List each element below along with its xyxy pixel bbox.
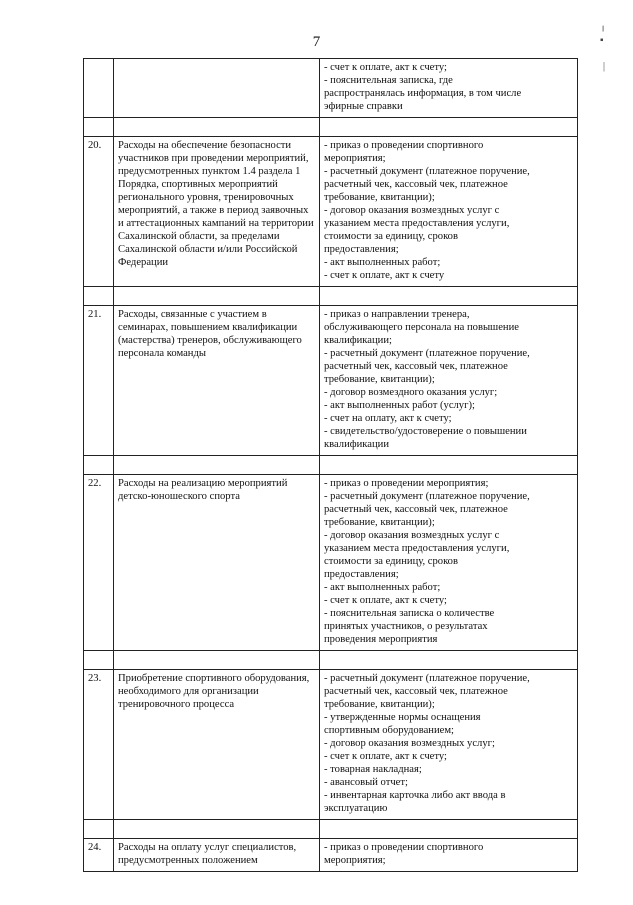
- document-line: указанием места предоставления услуги,: [324, 218, 510, 229]
- row-spacer: [84, 651, 578, 670]
- expense-description-cell: Приобретение спортивного оборудования, необходимого для организации тренировочного процесса: [114, 670, 320, 820]
- row-spacer: [84, 456, 578, 475]
- document-line: - свидетельство/удостоверение о повышении: [324, 426, 527, 437]
- document-line: расчетный чек, кассовый чек, платежное: [324, 179, 508, 190]
- document-line: - счет к оплате, акт к счету;: [324, 595, 447, 606]
- expenses-documents-table: [83, 58, 578, 872]
- document-line: - договор оказания возмездных услуг;: [324, 738, 495, 749]
- required-documents-cell: [320, 306, 578, 456]
- spacer-cell: [114, 456, 320, 475]
- spacer-cell: [320, 118, 578, 137]
- document-line: эксплуатацию: [324, 803, 388, 814]
- row-number-cell: 24.: [84, 839, 114, 872]
- document-line: - пояснительная записка, где: [324, 75, 453, 86]
- spacer-cell: [84, 456, 114, 475]
- scan-mark: |: [603, 61, 606, 72]
- document-line: - счет на оплату, акт к счету;: [324, 413, 452, 424]
- document-line: мероприятия;: [324, 153, 386, 164]
- document-line: распространялась информация, в том числе: [324, 88, 522, 99]
- required-documents-cell: [320, 475, 578, 651]
- document-line: - счет к оплате, акт к счету;: [324, 751, 447, 762]
- document-line: - акт выполненных работ;: [324, 257, 441, 268]
- document-line: принятых участников, о результатах: [324, 621, 488, 632]
- document-line: - утвержденные нормы оснащения: [324, 712, 481, 723]
- required-documents-cell: [320, 59, 578, 118]
- required-documents-cell: [320, 670, 578, 820]
- table-row: [84, 670, 578, 820]
- spacer-cell: [114, 820, 320, 839]
- row-spacer: [84, 118, 578, 137]
- document-line: - расчетный документ (платежное поручение,: [324, 491, 530, 502]
- document-line: расчетный чек, кассовый чек, платежное: [324, 686, 508, 697]
- spacer-cell: [114, 651, 320, 670]
- table-row: [84, 59, 578, 118]
- document-line: указанием места предоставления услуги,: [324, 543, 510, 554]
- document-line: - расчетный документ (платежное поручение,: [324, 673, 530, 684]
- table-row: [84, 306, 578, 456]
- spacer-cell: [320, 287, 578, 306]
- spacer-cell: [320, 820, 578, 839]
- document-line: эфирные справки: [324, 101, 403, 112]
- document-line: - приказ о проведении спортивного: [324, 140, 484, 151]
- document-line: квалификации;: [324, 335, 392, 346]
- document-line: расчетный чек, кассовый чек, платежное: [324, 361, 508, 372]
- document-line: - инвентарная карточка либо акт ввода в: [324, 790, 506, 801]
- document-line: - приказ о проведении мероприятия;: [324, 478, 489, 489]
- table-row: [84, 839, 578, 872]
- spacer-cell: [84, 287, 114, 306]
- document-line: стоимости за единицу, сроков: [324, 556, 458, 567]
- document-line: расчетный чек, кассовый чек, платежное: [324, 504, 508, 515]
- spacer-cell: [320, 651, 578, 670]
- expense-description-cell: Расходы, связанные с участием в семинарах, повышением квалификации (мастерства) тренеров, обслуживающего персонала команды: [114, 306, 320, 456]
- expense-description-cell: Расходы на оплату услуг специалистов, предусмотренных положением: [114, 839, 320, 872]
- document-line: обслуживающего персонала на повышение: [324, 322, 519, 333]
- document-line: - авансовый отчет;: [324, 777, 408, 788]
- table-body: [84, 59, 578, 872]
- document-line: - приказ о проведении спортивного: [324, 842, 484, 853]
- document-line: - договор оказания возмездных услуг с: [324, 205, 500, 216]
- page-number: 7: [312, 34, 321, 50]
- document-line: - расчетный документ (платежное поручение,: [324, 166, 530, 177]
- table-row: [84, 475, 578, 651]
- document-line: стоимости за единицу, сроков: [324, 231, 458, 242]
- table-row: [84, 137, 578, 287]
- document-line: спортивным оборудованием;: [324, 725, 454, 736]
- document-line: - расчетный документ (платежное поручение,: [324, 348, 530, 359]
- spacer-cell: [84, 118, 114, 137]
- document-line: проведения мероприятия: [324, 634, 438, 645]
- row-number-cell: [84, 59, 114, 118]
- document-line: - приказ о направлении тренера,: [324, 309, 470, 320]
- document-line: - договор оказания возмездных услуг с: [324, 530, 500, 541]
- spacer-cell: [320, 456, 578, 475]
- required-documents-cell: [320, 137, 578, 287]
- document-line: - товарная накладная;: [324, 764, 422, 775]
- document-line: - акт выполненных работ (услуг);: [324, 400, 475, 411]
- spacer-cell: [84, 651, 114, 670]
- row-number-cell: 23.: [84, 670, 114, 820]
- expense-description-cell: Расходы на реализацию мероприятий детско-юношеского спорта: [114, 475, 320, 651]
- expense-description-cell: [114, 59, 320, 118]
- document-line: требование, квитанции);: [324, 192, 435, 203]
- document-line: - акт выполненных работ;: [324, 582, 441, 593]
- row-number-cell: 22.: [84, 475, 114, 651]
- expense-description-cell: Расходы на обеспечение безопасности участников при проведении мероприятий, предусмотренных пунктом 1.4 раздела 1 Порядка, спортивных мероприятий регионального уровня, тренировочных мероприятий, а также в период заявочных и аттестационных кампаний на территории Сахалинской области, за пределами Сахалинской области и/или Российской Федерации: [114, 137, 320, 287]
- document-line: предоставления;: [324, 569, 399, 580]
- document-line: - договор возмездного оказания услуг;: [324, 387, 498, 398]
- document-line: требование, квитанции);: [324, 699, 435, 710]
- document-line: - счет к оплате, акт к счету;: [324, 62, 447, 73]
- document-line: - счет к оплате, акт к счету: [324, 270, 445, 281]
- document-line: предоставления;: [324, 244, 399, 255]
- required-documents-cell: [320, 839, 578, 872]
- row-spacer: [84, 287, 578, 306]
- row-spacer: [84, 820, 578, 839]
- document-line: требование, квитанции);: [324, 374, 435, 385]
- document-line: - пояснительная записка о количестве: [324, 608, 495, 619]
- document-line: требование, квитанции);: [324, 517, 435, 528]
- document-line: мероприятия;: [324, 855, 386, 866]
- row-number-cell: 21.: [84, 306, 114, 456]
- spacer-cell: [114, 287, 320, 306]
- scan-mark: ╷: [600, 21, 607, 32]
- scan-mark: ▪: [600, 35, 604, 46]
- document-line: квалификации: [324, 439, 389, 450]
- row-number-cell: 20.: [84, 137, 114, 287]
- spacer-cell: [114, 118, 320, 137]
- spacer-cell: [84, 820, 114, 839]
